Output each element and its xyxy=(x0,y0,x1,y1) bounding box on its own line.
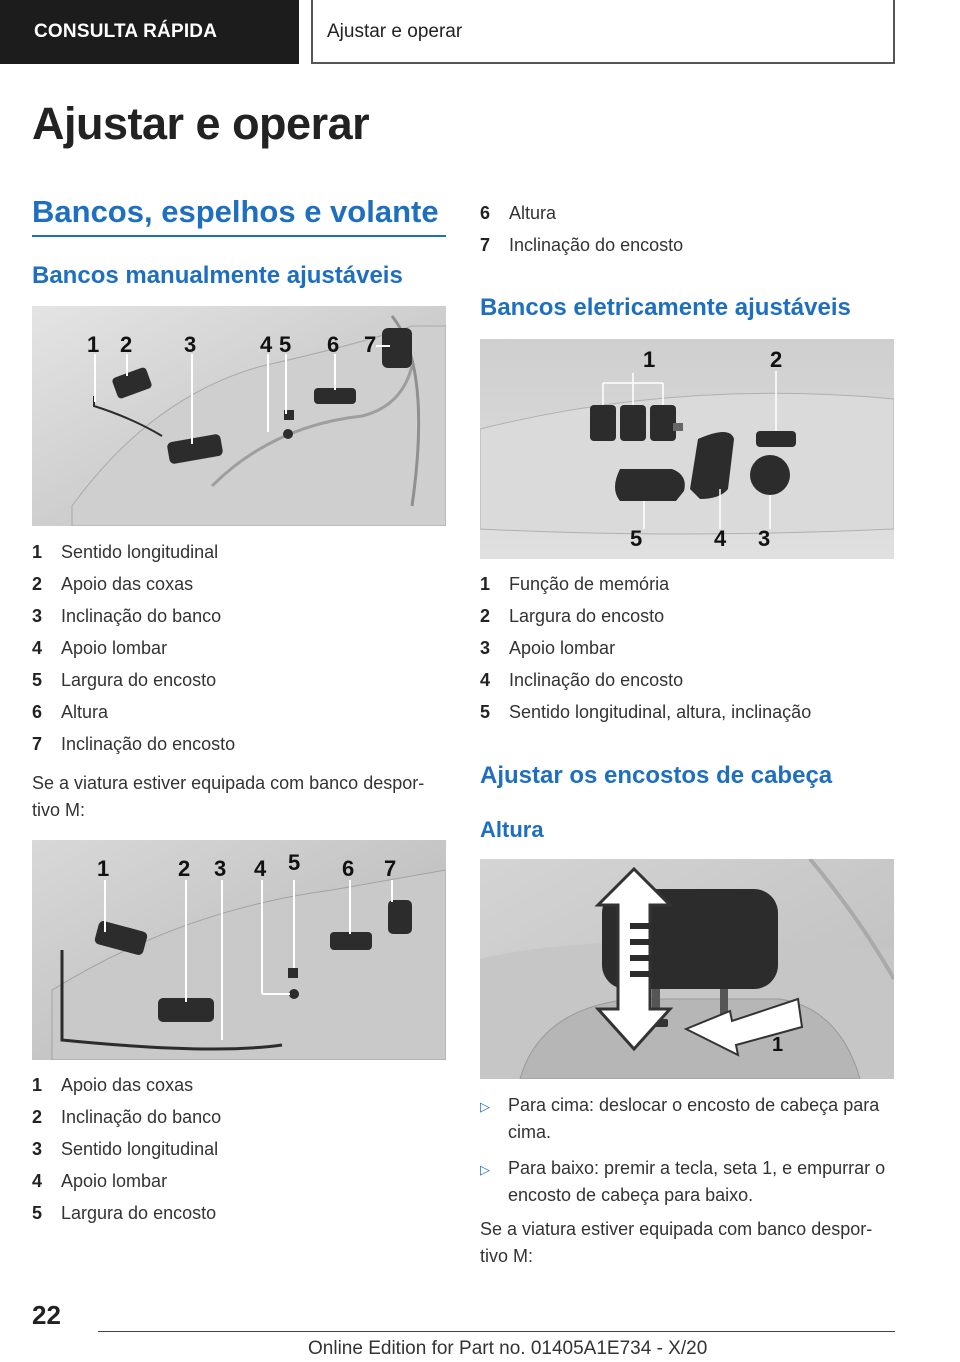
chapter-title-box xyxy=(311,0,895,64)
memory-set-button xyxy=(650,405,676,441)
list-item: 1 Apoio das coxas xyxy=(32,1075,194,1095)
figure-label: 6 xyxy=(327,332,340,357)
figure-label: 4 xyxy=(260,332,273,357)
figure-label: 5 xyxy=(630,526,643,551)
seat-switch xyxy=(615,469,685,501)
headrest-sport-note: Se a viatura estiver equipada com banco despor-tivo M: xyxy=(480,1219,873,1266)
memory-button-2 xyxy=(620,405,646,441)
list-item: 2 Apoio das coxas xyxy=(32,574,194,594)
headrest-figure xyxy=(480,859,894,1079)
figure-label: 1 xyxy=(772,1034,784,1056)
electric-seats-title: Bancos eletricamente ajustáveis xyxy=(480,294,851,321)
headrest-illustration xyxy=(480,859,894,1079)
figure-label: 2 xyxy=(120,332,133,357)
sport-seat-figure xyxy=(32,840,446,1060)
page-header xyxy=(0,0,960,66)
list-item: 2 Largura do encosto xyxy=(480,606,665,626)
figure-label: 2 xyxy=(770,347,783,372)
section-tab: CONSULTA RÁPIDA xyxy=(0,0,299,64)
headrests-title: Ajustar os encostos de cabeça xyxy=(480,762,833,789)
figure-label: 7 xyxy=(384,856,397,881)
list-item: 1 Função de memória xyxy=(480,574,670,594)
figure-label: 5 xyxy=(279,332,292,357)
figure-label: 4 xyxy=(254,856,267,881)
list-item: 6 Altura xyxy=(480,203,557,223)
height-lever xyxy=(314,388,356,404)
lumbar-control xyxy=(750,455,790,495)
figure-label: 7 xyxy=(364,332,377,357)
footer-rule xyxy=(98,1331,895,1332)
figure-label: 3 xyxy=(184,332,197,357)
chapter-title: Ajustar e operar xyxy=(327,21,463,42)
list-item: 3 Sentido longitudinal xyxy=(32,1139,219,1159)
width-button xyxy=(289,989,299,999)
sport-seat-note: Se a viatura estiver equipada com banco despor-tivo M: xyxy=(32,773,425,820)
section-title-rule xyxy=(32,235,446,237)
list-item: 1 Sentido longitudinal xyxy=(32,542,219,562)
sport-seats-list-continued xyxy=(480,197,894,261)
list-item: 5 Largura do encosto xyxy=(32,670,217,690)
list-item: 7 Inclinação do encosto xyxy=(32,734,236,754)
list-item: 4 Apoio lombar xyxy=(32,638,168,658)
backrest-lever xyxy=(382,328,412,368)
figure-label: 5 xyxy=(288,850,301,875)
list-item: 5 Sentido longitudinal, altura, inclinação xyxy=(480,702,812,722)
list-item: 5 Largura do encosto xyxy=(32,1203,217,1223)
triangle-bullet-icon: ▷ xyxy=(480,1099,490,1114)
list-item: 6 Altura xyxy=(32,702,109,722)
lumbar-button xyxy=(288,968,298,978)
backrest-lever xyxy=(388,900,412,934)
figure-label: 1 xyxy=(643,347,656,372)
electric-seats-list xyxy=(480,568,894,728)
list-item: 3 Inclinação do banco xyxy=(32,606,222,626)
list-item: 4 Inclinação do encosto xyxy=(480,670,684,690)
figure-label: 3 xyxy=(758,526,771,551)
manual-seats-title: Bancos manualmente ajustáveis xyxy=(32,262,403,289)
figure-label: 2 xyxy=(178,856,191,881)
triangle-bullet-icon: ▷ xyxy=(480,1162,490,1177)
figure-label: 1 xyxy=(87,332,100,357)
figure-label: 1 xyxy=(97,856,110,881)
page-title: Ajustar e operar xyxy=(32,98,370,149)
height-lever xyxy=(330,932,372,950)
headrest-bullets xyxy=(480,1092,894,1218)
headrests-subtitle: Altura xyxy=(480,817,544,842)
sport-seat-illustration xyxy=(32,840,446,1060)
manual-seats-list xyxy=(32,536,446,760)
list-item: 3 Apoio lombar xyxy=(480,638,616,658)
manual-seat-illustration xyxy=(32,306,446,526)
list-item: 4 Apoio lombar xyxy=(32,1171,168,1191)
figure-label: 3 xyxy=(214,856,227,881)
memory-button-1 xyxy=(590,405,616,441)
sport-seats-list xyxy=(32,1069,446,1229)
manual-seat-figure xyxy=(32,306,446,526)
width-button xyxy=(283,429,293,439)
list-item: ▷ Para baixo: premir a tecla, seta 1, e empurrar o encosto de cabeça para baixo. xyxy=(480,1155,894,1209)
electric-seat-figure xyxy=(480,339,894,559)
list-item: 7 Inclinação do encosto xyxy=(480,235,684,255)
figure-label: 6 xyxy=(342,856,355,881)
list-item: ▷ Para cima: deslocar o encosto de cabeça para cima. xyxy=(480,1092,894,1146)
electric-seat-illustration xyxy=(480,339,894,559)
list-item: 2 Inclinação do banco xyxy=(32,1107,222,1127)
page-number: 22 xyxy=(32,1300,61,1330)
section-title: Bancos, espelhos e volante xyxy=(32,194,439,229)
figure-label: 4 xyxy=(714,526,727,551)
edition-text: Online Edition for Part no. 01405A1E734 - X/20 xyxy=(308,1338,708,1359)
backrest-width-switch xyxy=(756,431,796,447)
